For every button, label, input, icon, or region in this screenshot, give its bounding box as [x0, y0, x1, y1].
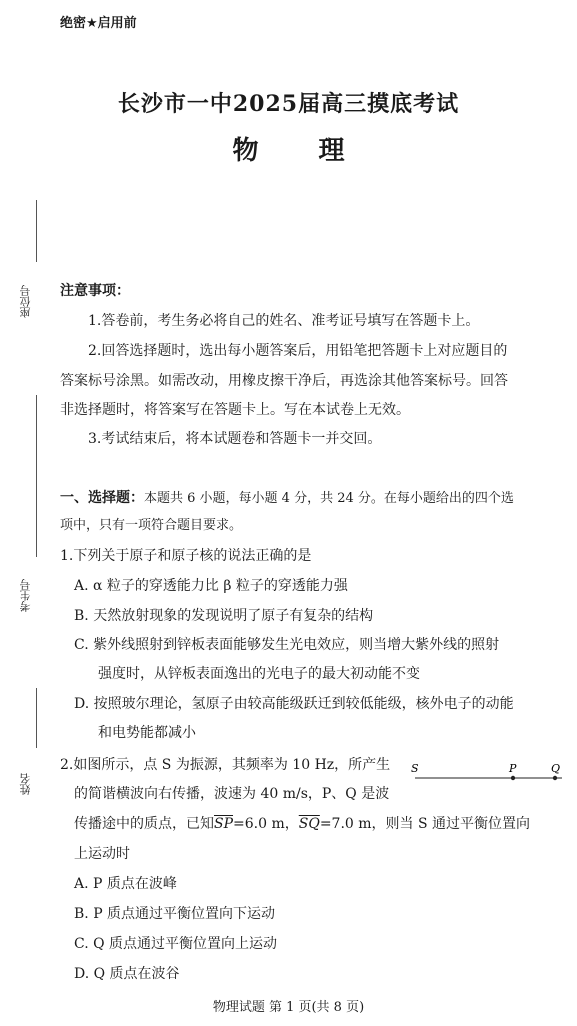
section1-intro: [60, 488, 514, 509]
subject-char-2: 理: [318, 136, 345, 166]
page-footer: 物理试题 第 1 页(共 8 页): [212, 1000, 365, 1015]
q1-option-a: A. α 粒子的穿透能力比 β 粒子的穿透能力强: [74, 578, 348, 594]
notice-line: 3.考试结束后，将本试题卷和答题卡一并交回。: [88, 431, 382, 447]
point-q-dot: [553, 776, 557, 780]
notice-heading: 注意事项：: [60, 283, 130, 299]
binding-line-1: [36, 200, 37, 262]
subject-title: [0, 130, 577, 167]
q2-option-a: A. P 质点在波峰: [74, 876, 177, 892]
q1-option-c-cont: 强度时，从锌板表面逸出的光电子的最大初动能不变: [98, 666, 420, 682]
exam-no-label: 考生号: [19, 579, 32, 612]
q2-stem-line2: 的简谐横波向右传播，波速为 40 m/s，P、Q 是波: [74, 786, 390, 802]
q2-line3-c: =7.0 m，则当 S 通过平衡位置向: [319, 816, 531, 832]
wave-figure: [405, 758, 570, 788]
point-s-label: S: [411, 762, 419, 775]
notice-line: 答案标号涂黑。如需改动，用橡皮擦干净后，再选涂其他答案标号。回答: [60, 373, 508, 389]
q2-stem-line4: 上运动时: [74, 846, 130, 862]
binding-line-3: [36, 688, 37, 748]
section1-heading: 一、选择题：: [60, 490, 144, 506]
section1-intro-line1: 本题共 6 小题，每小题 4 分，共 24 分。在每小题给出的四个选: [144, 491, 514, 506]
q2-stem-line3: [74, 814, 530, 834]
q1-option-d-cont: 和电势能都减小: [98, 725, 196, 741]
point-p-dot: [511, 776, 515, 780]
q2-option-c: C. Q 质点通过平衡位置向上运动: [74, 936, 278, 952]
q2-stem-line1: 2.如图所示，点 S 为振源，其频率为 10 Hz，所产生: [60, 757, 391, 773]
q2-option-b: B. P 质点通过平衡位置向下运动: [74, 906, 276, 922]
subject-char-1: 物: [232, 136, 259, 166]
q2-sp: $\overline{SP}$: [214, 816, 234, 832]
secret-label: 绝密★启用前: [60, 16, 137, 31]
point-q-label: Q: [551, 762, 561, 775]
seat-label: 座位号: [19, 285, 32, 318]
q2-line3-a: 传播途中的质点，已知: [74, 816, 214, 832]
exam-title: 长沙市一中2025届高三摸底考试: [117, 91, 460, 117]
q2-option-d: D. Q 质点在波谷: [74, 966, 180, 982]
q1-option-c: C. 紫外线照射到锌板表面能够发生光电效应，则当增大紫外线的照射: [74, 637, 500, 653]
notice-line: 非选择题时，将答案写在答题卡上。写在本试卷上无效。: [60, 402, 410, 418]
name-label: 姓名: [19, 773, 32, 795]
q2-line3-b: =6.0 m，: [233, 816, 299, 832]
notice-line: 2.回答选择题时，选出每小题答案后，用铅笔把答题卡上对应题目的: [88, 343, 508, 359]
q1-stem: 1.下列关于原子和原子核的说法正确的是: [60, 548, 312, 564]
binding-line-2: [36, 395, 37, 557]
q1-option-d: D. 按照玻尔理论，氢原子由较高能级跃迁到较低能级，核外电子的动能: [74, 696, 514, 712]
q2-sq: $\overline{SQ}$: [298, 816, 320, 832]
point-p-label: P: [509, 762, 517, 775]
section1-intro-line2: 项中，只有一项符合题目要求。: [60, 518, 243, 533]
notice-line: 1.答卷前，考生务必将自己的姓名、准考证号填写在答题卡上。: [88, 313, 480, 329]
q1-option-b: B. 天然放射现象的发现说明了原子有复杂的结构: [74, 608, 374, 624]
